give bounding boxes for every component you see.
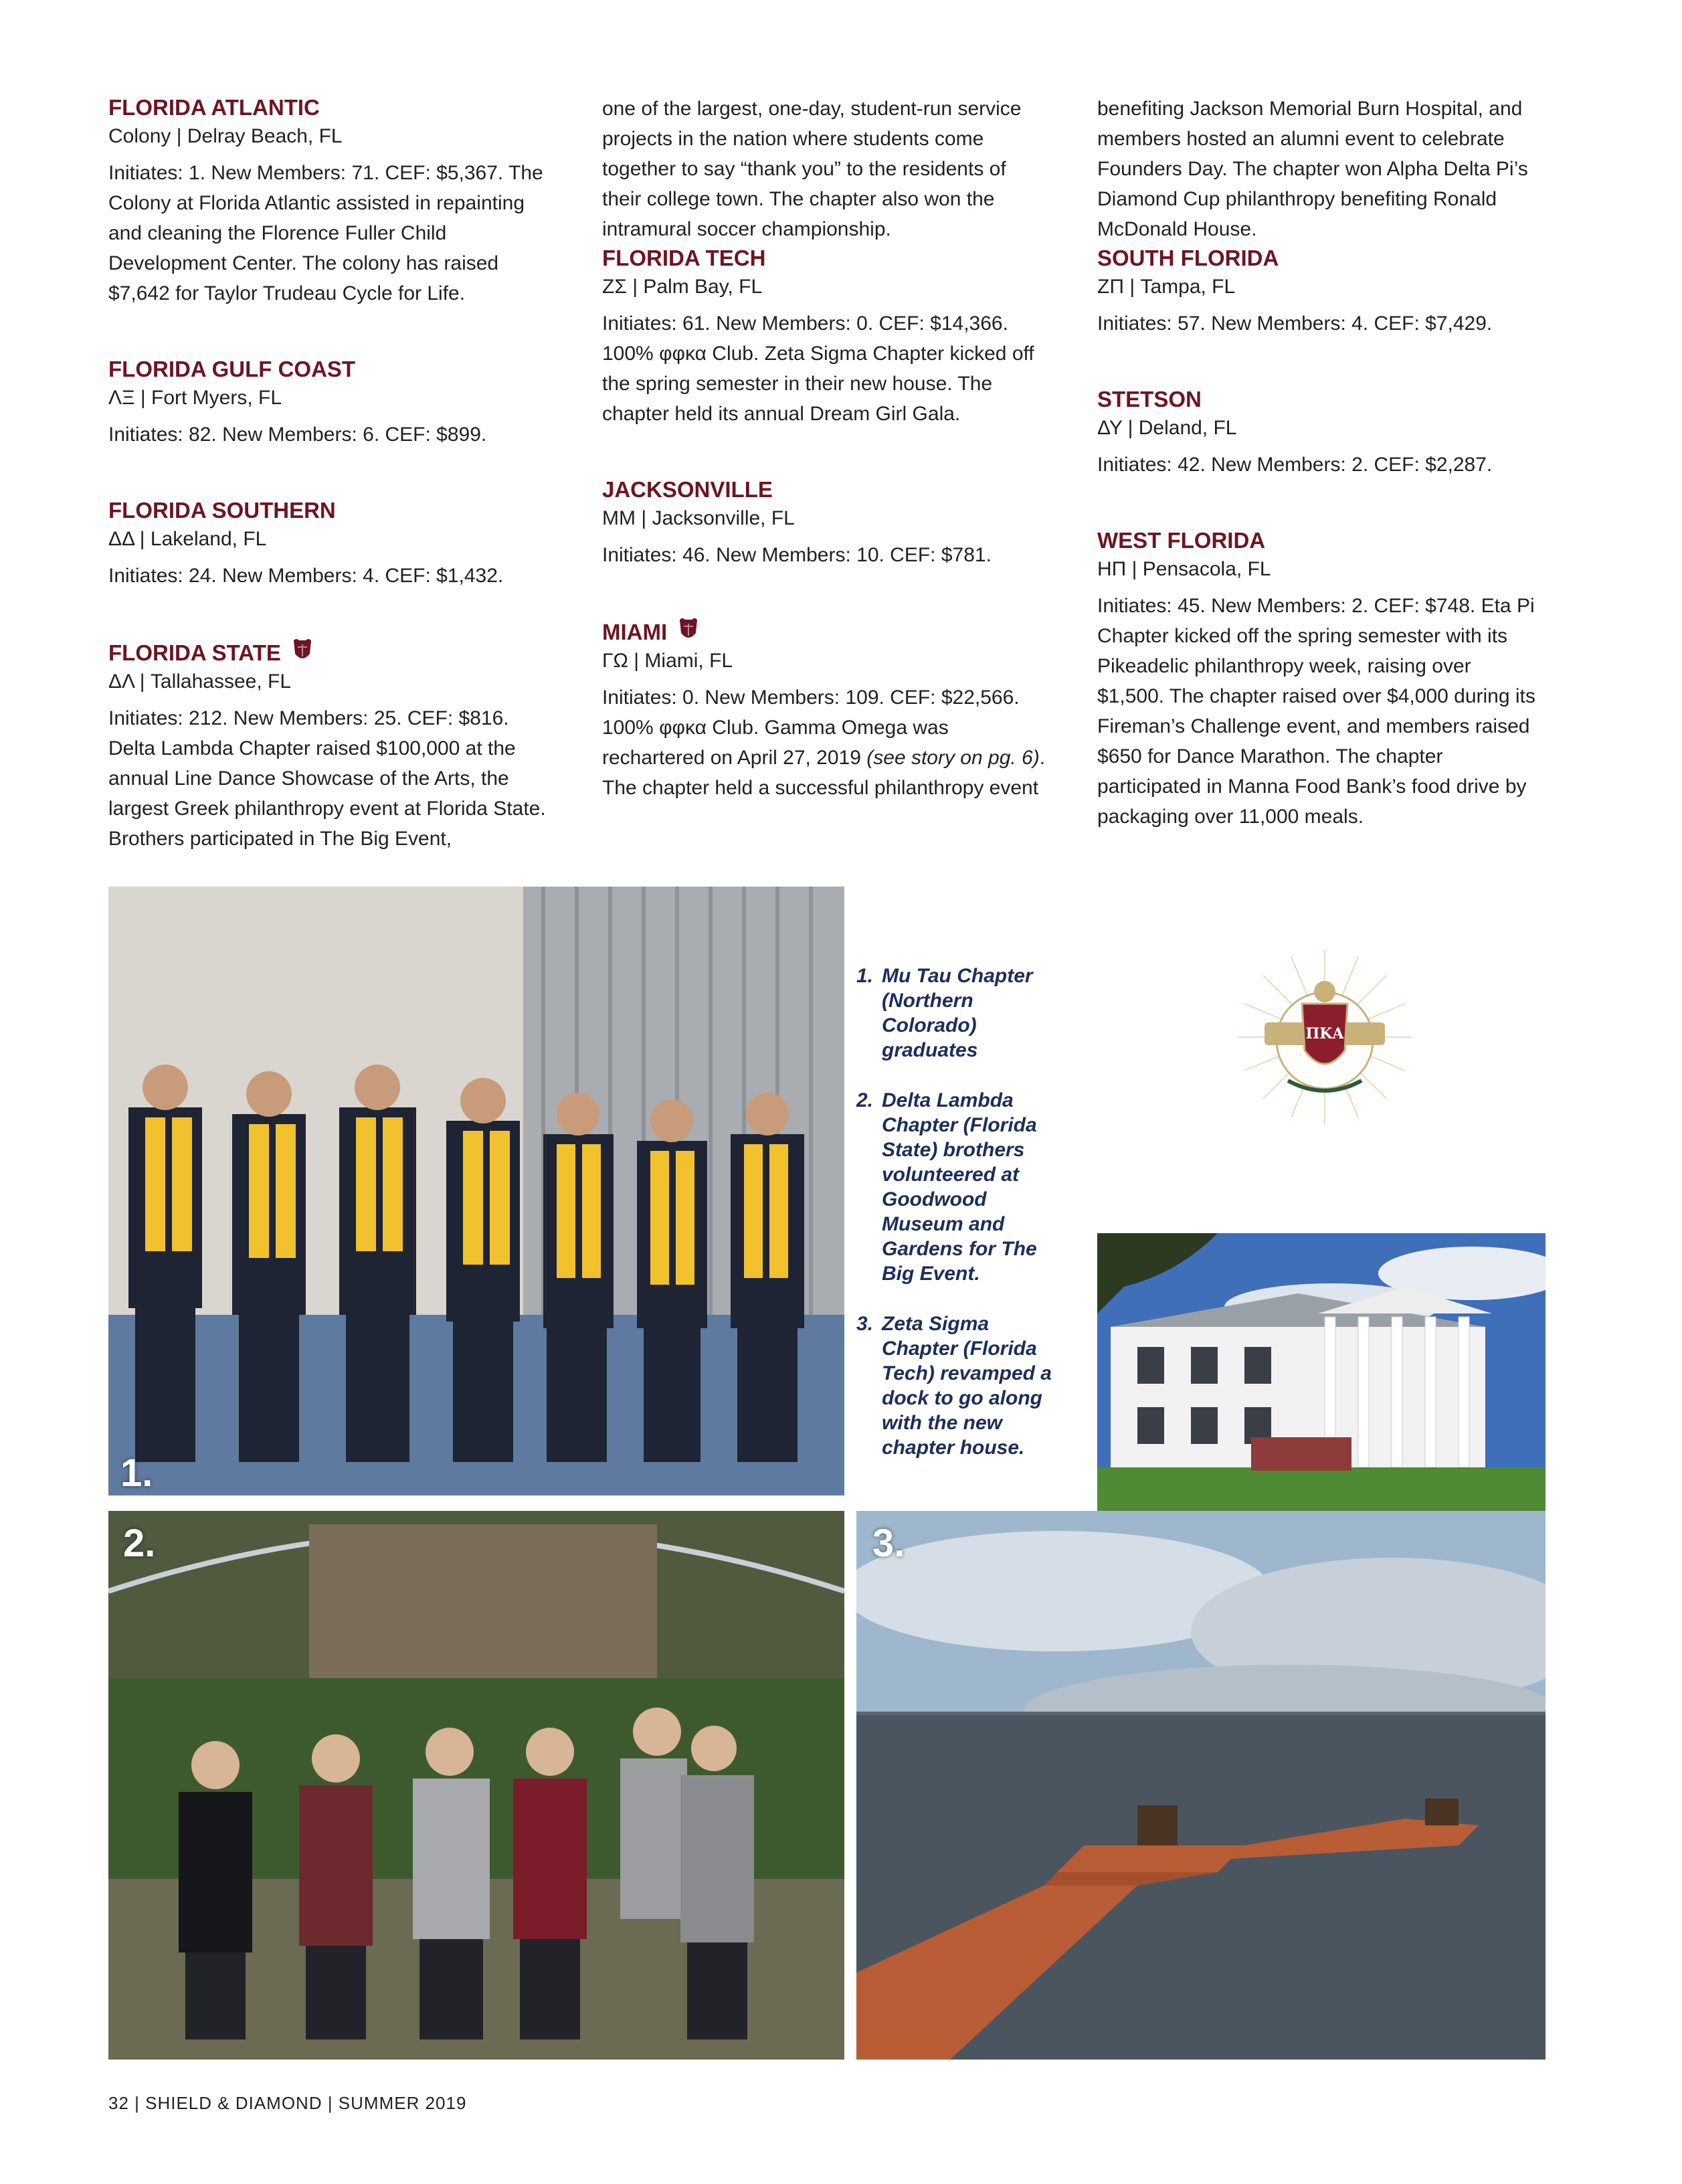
caption-number: 1. — [856, 965, 874, 987]
chapter-report: Initiates: 57. New Members: 4. CEF: $7,429. — [1097, 312, 1493, 335]
photo-captions — [856, 964, 1057, 1485]
chapter-title: FLORIDA STATE — [108, 640, 281, 665]
award-crest-icon — [677, 617, 700, 644]
chapter-report: Initiates: 45. New Members: 2. CEF: $748. Eta Pi Chapter kicked off the spring semester with its Pikeadelic philanthropy week, raising over $1,500. The chapter raised over $4,000 during its Fireman’s Challenge event, and members raised $650 for Dance Marathon. The chapter participated in Manna Food Bank’s food drive by packaging over 11,000 meals. — [1097, 595, 1535, 828]
chapter-florida-state — [108, 638, 553, 854]
photo-number: 2. — [123, 1522, 156, 1565]
chapter-location: ΛΞ | Fort Myers, FL — [108, 387, 282, 409]
photo-number: 3. — [872, 1522, 905, 1565]
chapter-title: FLORIDA TECH — [602, 246, 766, 270]
chapter-report-continued: benefiting Jackson Memorial Burn Hospital, and members hosted an alumni event to celebrate Founders Day. The chapter won Alpha Delta Pi’s Diamond Cup philanthropy benefiting Ronald McDonald House. — [1097, 98, 1528, 240]
column-left — [108, 94, 553, 901]
chapter-title: FLORIDA ATLANTIC — [108, 95, 320, 120]
chapter-report-part: Initiates: 0. New Members: 109. CEF: $22,566. 100% φφκα Club. Gamma Omega was rechartered on April 27, 2019 — [602, 687, 1020, 769]
award-crest-icon — [291, 638, 314, 664]
column-middle — [602, 94, 1047, 850]
chapter-report-continued: one of the largest, one-day, student-run service projects in the nation where students come together to say “thank you” to the residents of their college town. The chapter also won the intramural soccer championship. — [602, 98, 1022, 240]
chapter-report: Initiates: 46. New Members: 10. CEF: $781. — [602, 544, 992, 566]
column-right — [1097, 94, 1542, 879]
chapter-florida-southern — [108, 496, 553, 591]
chapter-report — [602, 682, 1047, 803]
chapter-location: MM | Jacksonville, FL — [602, 507, 795, 529]
photo-chapter-house — [1097, 1233, 1546, 1522]
volunteers-photo-illustration — [108, 1511, 844, 2060]
chapter-report: Initiates: 24. New Members: 4. CEF: $1,432. — [108, 565, 504, 587]
chapter-location: ΖΠ | Tampa, FL — [1097, 276, 1236, 298]
chapter-location: Colony | Delray Beach, FL — [108, 125, 343, 147]
chapter-title-row — [108, 638, 553, 667]
chapter-location: ΗΠ | Pensacola, FL — [1097, 558, 1271, 580]
chapter-report: Initiates: 212. New Members: 25. CEF: $816. Delta Lambda Chapter raised $100,000 at the annual Line Dance Showcase of the Arts, the largest Greek philanthropy event at Florida State. Brothers participated in The Big Event, — [108, 707, 546, 850]
chapter-title: WEST FLORIDA — [1097, 528, 1266, 553]
story-reference: (see story on pg. 6) — [866, 747, 1040, 769]
caption-item — [856, 1311, 1057, 1460]
chapter-location: ΔΛ | Tallahassee, FL — [108, 670, 292, 693]
chapter-florida-tech — [602, 244, 1047, 429]
fraternity-crest-logo — [1238, 950, 1412, 1124]
chapter-location: ΔΔ | Lakeland, FL — [108, 528, 267, 550]
caption-item — [856, 964, 1057, 1063]
house-photo-illustration — [1097, 1233, 1546, 1522]
caption-number: 2. — [856, 1089, 874, 1111]
caption-text: Zeta Sigma Chapter (Florida Tech) revamped a dock to go along with the new chapter house. — [882, 1313, 1052, 1459]
photo-dock — [856, 1511, 1546, 2060]
caption-number: 3. — [856, 1313, 874, 1335]
photo-number: 1. — [120, 1451, 153, 1495]
chapter-title: MIAMI — [602, 620, 668, 644]
chapter-title: STETSON — [1097, 387, 1202, 412]
photo-garden-volunteers — [108, 1511, 844, 2060]
chapter-location: ΓΩ | Miami, FL — [602, 650, 733, 672]
chapter-report-part: . The chapter held a successful philanthropy event — [602, 747, 1046, 799]
chapter-west-florida — [1097, 527, 1542, 832]
chapter-title: FLORIDA SOUTHERN — [108, 498, 336, 523]
chapter-florida-gulf-coast — [108, 355, 553, 450]
chapter-report: Initiates: 61. New Members: 0. CEF: $14,366. 100% φφκα Club. Zeta Sigma Chapter kicked off the spring semester in their new house. The chapter held its annual Dream Girl Gala. — [602, 312, 1034, 425]
chapter-report: Initiates: 42. New Members: 2. CEF: $2,287. — [1097, 454, 1493, 476]
chapter-south-florida — [1097, 244, 1542, 339]
chapter-title: JACKSONVILLE — [602, 477, 773, 502]
page-footer: 32 | SHIELD & DIAMOND | SUMMER 2019 — [108, 2093, 467, 2113]
chapter-title: FLORIDA GULF COAST — [108, 357, 356, 381]
chapter-florida-atlantic — [108, 94, 553, 308]
chapter-location: ΔΥ | Deland, FL — [1097, 417, 1237, 439]
crest-lettering: ΠΚΑ — [1305, 1025, 1344, 1042]
chapter-report: Initiates: 1. New Members: 71. CEF: $5,367. The Colony at Florida Atlantic assisted in repainting and cleaning the Florence Fuller Child Development Center. The colony has raised $7,642 for Taylor Trudeau Cycle for Life. — [108, 162, 543, 304]
chapter-stetson — [1097, 385, 1542, 480]
chapter-jacksonville — [602, 476, 1047, 570]
photo-graduates — [108, 887, 844, 1495]
chapter-title-row — [602, 617, 1047, 646]
caption-item — [856, 1088, 1057, 1286]
chapter-title: SOUTH FLORIDA — [1097, 246, 1279, 270]
chapter-report: Initiates: 82. New Members: 6. CEF: $899. — [108, 424, 487, 446]
chapter-miami — [602, 617, 1047, 803]
dock-photo-illustration — [856, 1511, 1546, 2060]
caption-text: Mu Tau Chapter (Northern Colorado) graduates — [882, 965, 1033, 1061]
graduates-photo-illustration — [108, 887, 844, 1495]
chapter-location: ΖΣ | Palm Bay, FL — [602, 276, 763, 298]
caption-text: Delta Lambda Chapter (Florida State) brothers volunteered at Goodwood Museum and Gardens for The Big Event. — [882, 1089, 1037, 1285]
